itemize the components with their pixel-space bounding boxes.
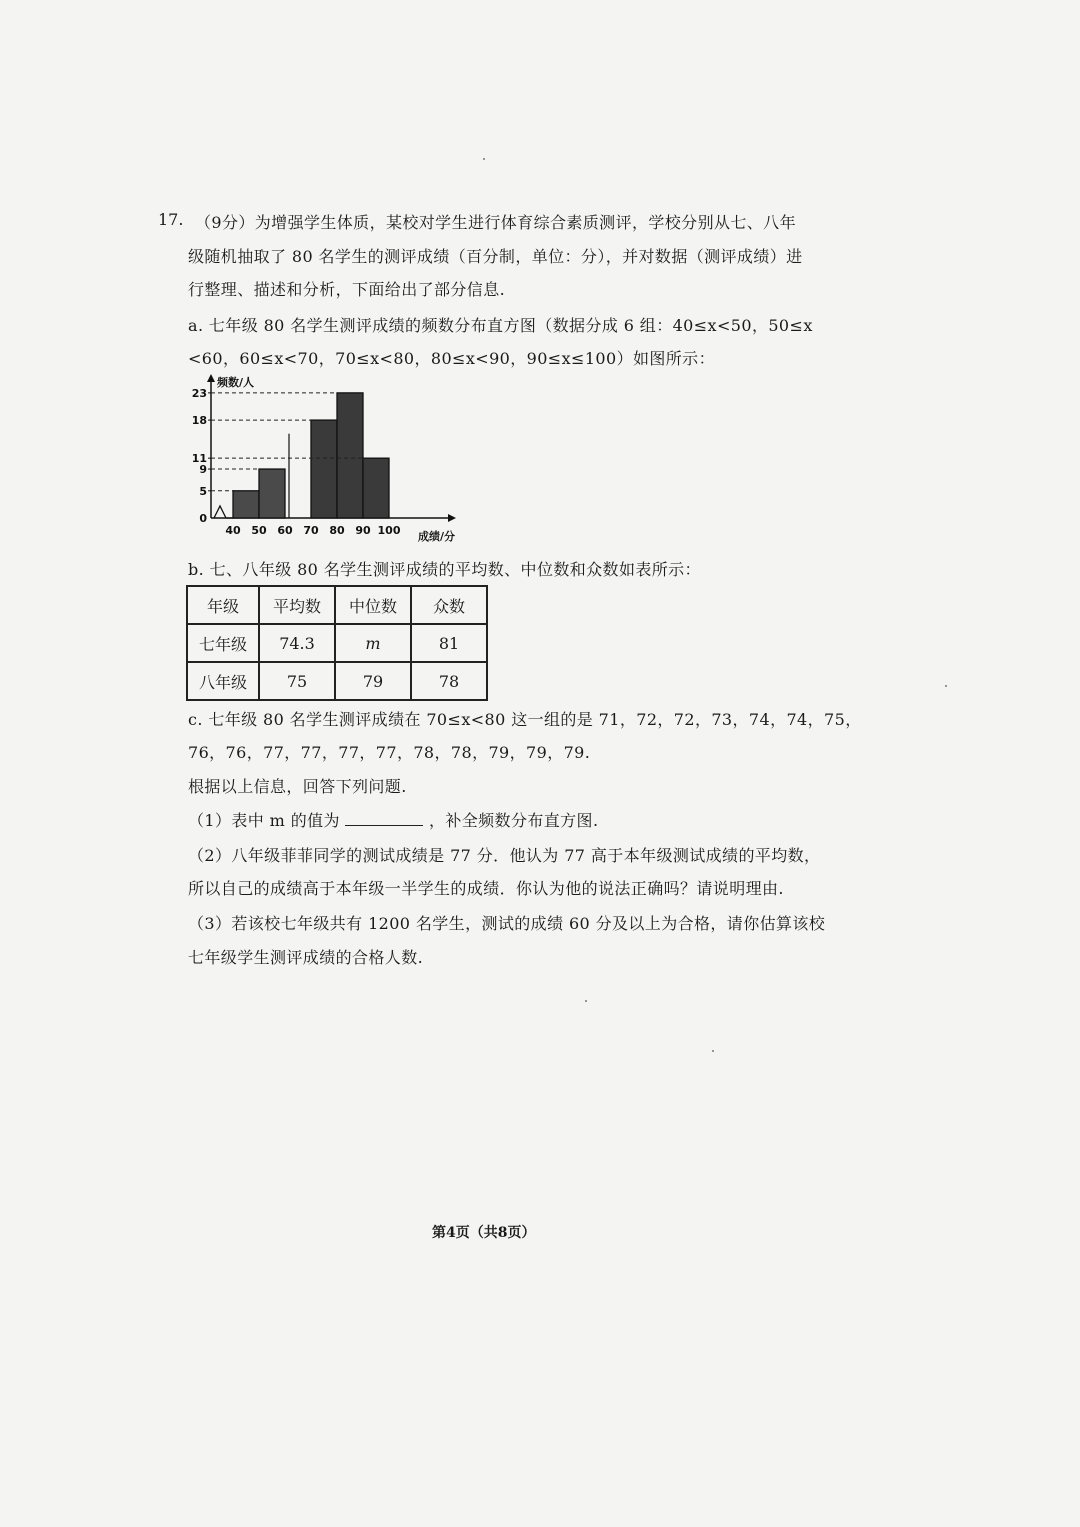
table-cell: m [335, 624, 411, 662]
x-tick-label: 90 [355, 524, 371, 537]
question-line-3: 行整理、描述和分析，下面给出了部分信息. [188, 280, 506, 299]
x-tick-label: 70 [303, 524, 319, 537]
question-line-2: 级随机抽取了 80 名学生的测评成绩（百分制，单位：分），并对数据（测评成绩）进 [188, 247, 803, 266]
table-cell: 75 [259, 662, 335, 700]
frequency-histogram [186, 372, 476, 544]
x-tick-label: 80 [329, 524, 345, 537]
sub-question-3-line-2: 七年级学生测评成绩的合格人数. [188, 948, 424, 967]
table-cell: 81 [411, 624, 487, 662]
sub-question-1 [188, 808, 598, 831]
prompt-text: 根据以上信息，回答下列问题. [188, 777, 407, 796]
statistics-table [186, 585, 488, 701]
x-tick-label: 100 [377, 524, 401, 537]
answer-blank[interactable] [345, 811, 423, 826]
x-tick-label: 50 [251, 524, 267, 537]
y-tick-label: 9 [199, 463, 207, 477]
part-c-line-2: 76，76，77，77，77，77，78，78，79，79，79. [188, 743, 591, 762]
scan-speck [483, 158, 485, 160]
question-number: 17. [158, 210, 184, 229]
y-axis-label: 频数/人 [217, 376, 255, 389]
table-cell: 八年级 [187, 662, 259, 700]
histogram-bar [259, 469, 285, 518]
table-row [187, 662, 487, 700]
sub-question-1-before: （1）表中 m 的值为 [188, 811, 340, 830]
x-axis-label: 成绩/分 [418, 530, 456, 543]
part-a-line-1: a. 七年级 80 名学生测评成绩的频数分布直方图（数据分成 6 组：40≤x<50，50≤x [188, 316, 813, 335]
page-footer: 第4页（共8页） [432, 1225, 536, 1241]
y-tick-label: 18 [191, 414, 207, 428]
histogram-bar [233, 491, 259, 518]
question-line-1: （9分）为增强学生体质，某校对学生进行体育综合素质测评，学校分别从七、八年 [195, 213, 796, 232]
table-header-row [187, 586, 487, 624]
x-axis-arrow [448, 514, 456, 522]
sub-question-1-after: ，补全频数分布直方图. [428, 811, 599, 830]
y-tick-label: 0 [199, 512, 207, 525]
scan-speck [585, 1000, 587, 1002]
table-header: 年级 [187, 586, 259, 624]
y-tick-label: 23 [191, 386, 207, 400]
table-header: 平均数 [259, 586, 335, 624]
x-tick-label: 60 [277, 524, 293, 537]
x-tick-label: 40 [225, 524, 241, 537]
axis-break [214, 506, 233, 518]
scan-speck [945, 685, 947, 687]
sub-question-2-line-1: （2）八年级菲菲同学的测试成绩是 77 分．他认为 77 高于本年级测试成绩的平均数， [188, 846, 821, 865]
part-b-text: b. 七、八年级 80 名学生测评成绩的平均数、中位数和众数如表所示： [188, 560, 701, 579]
sub-question-3-line-1: （3）若该校七年级共有 1200 名学生，测试的成绩 60 分及以上为合格，请你估算该校 [188, 914, 826, 933]
part-a-line-2: <60，60≤x<70，70≤x<80，80≤x<90，90≤x≤100）如图所示： [188, 349, 715, 368]
histogram-bar [311, 420, 337, 518]
y-tick-label: 11 [191, 452, 207, 466]
table-cell: 七年级 [187, 624, 259, 662]
table-header: 中位数 [335, 586, 411, 624]
table-header: 众数 [411, 586, 487, 624]
y-tick-label: 5 [199, 484, 207, 498]
table-row [187, 624, 487, 662]
histogram-bar [337, 393, 363, 518]
histogram-bar [363, 458, 389, 518]
sub-question-2-line-2: 所以自己的成绩高于本年级一半学生的成绩．你认为他的说法正确吗？请说明理由. [188, 879, 784, 898]
table-cell: 74.3 [259, 624, 335, 662]
scan-speck [712, 1050, 714, 1052]
table-cell: 79 [335, 662, 411, 700]
part-c-line-1: c. 七年级 80 名学生测评成绩在 70≤x<80 这一组的是 71，72，72，73，74，74，75， [188, 710, 862, 729]
y-axis-arrow [207, 374, 215, 382]
table-cell: 78 [411, 662, 487, 700]
